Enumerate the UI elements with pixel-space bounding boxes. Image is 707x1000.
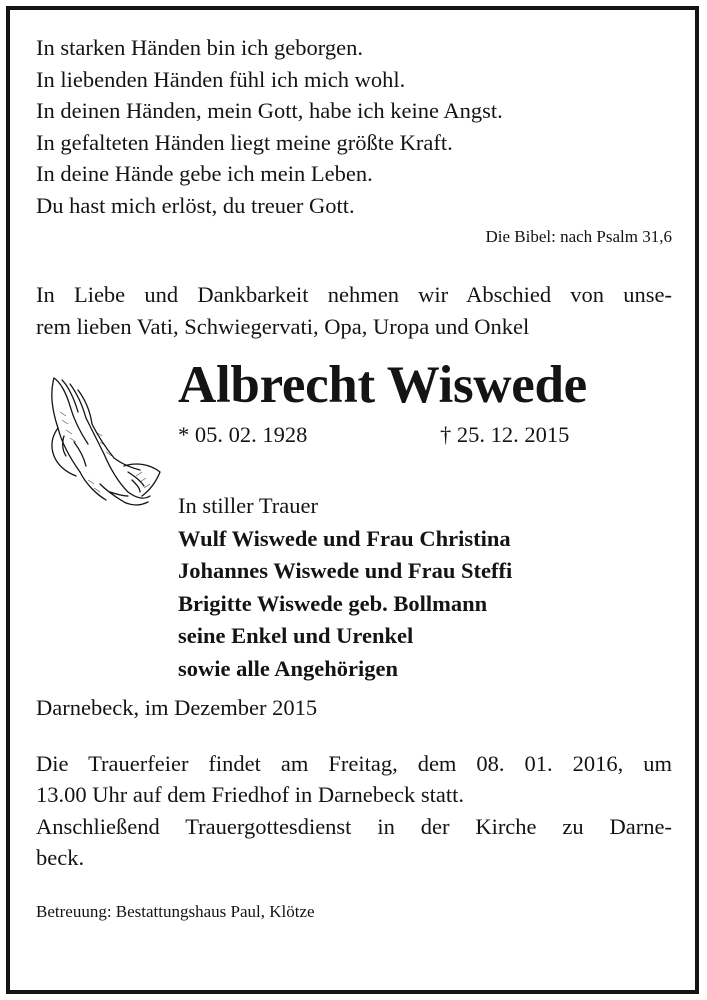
notice-frame (6, 6, 699, 994)
deceased-name: Albrecht Wiswede (178, 356, 587, 414)
poem-source: Die Bibel: nach Psalm 31,6 (485, 227, 672, 246)
mourner-name: sowie alle Angehörigen (178, 655, 398, 681)
poem-line: In deinen Händen, mein Gott, habe ich keine Angst. (36, 98, 503, 123)
poem-line: In liebenden Händen fühl ich mich wohl. (36, 66, 406, 92)
funeral-line: Die Trauerfeier findet am Freitag, dem 08. 01. 2016, um (36, 750, 672, 776)
funeral-line: beck. (36, 845, 85, 870)
mourner-name: Johannes Wiswede und Frau Steffi (178, 558, 513, 583)
mourner-name: seine Enkel und Urenkel (178, 623, 414, 648)
poem-line: In gefalteten Händen liegt meine größte Kraft. (36, 129, 453, 155)
mourner-name: Wulf Wiswede und Frau Christina (178, 525, 511, 551)
poem-line: In starken Händen bin ich geborgen. (36, 35, 363, 60)
mourner-name: Brigitte Wiswede geb. Bollmann (178, 590, 488, 616)
poem-line: In deine Hände gebe ich mein Leben. (36, 161, 373, 186)
notice-content (36, 32, 672, 924)
poem-line: Du hast mich erlöst, du treuer Gott. (36, 192, 355, 218)
funeral-info (36, 748, 672, 874)
deceased-block (36, 350, 672, 680)
death-date: † 25. 12. 2015 (440, 422, 570, 447)
funeral-line: Anschließend Trauergottesdienst in der Kirche zu Darne- (36, 813, 672, 839)
place-date: Darnebeck, im Dezember 2015 (36, 695, 318, 720)
intro-text (36, 279, 672, 342)
praying-hands-icon (40, 372, 164, 512)
poem (36, 32, 672, 221)
funeral-line: 13.00 Uhr auf dem Friedhof in Darnebeck statt. (36, 782, 465, 807)
funeral-home: Betreuung: Bestattungshaus Paul, Klötze (36, 901, 315, 921)
mourners-list (178, 490, 512, 685)
birth-date: * 05. 02. 1928 (178, 422, 308, 447)
intro-line: In Liebe und Dankbarkeit nehmen wir Abschied von unse- (36, 282, 672, 307)
mourners-heading: In stiller Trauer (178, 493, 318, 518)
intro-line: rem lieben Vati, Schwiegervati, Opa, Uropa und Onkel (36, 313, 530, 339)
